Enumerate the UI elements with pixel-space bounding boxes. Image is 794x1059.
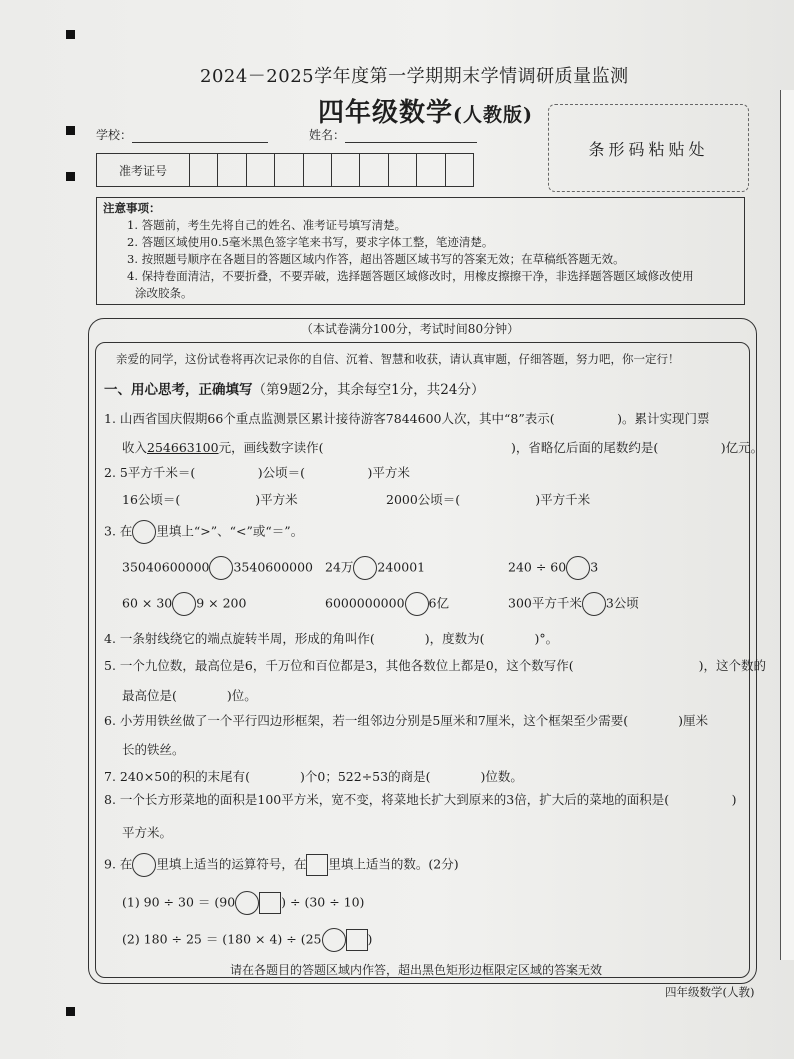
question-5-line2: 最高位是( )位。 (122, 688, 257, 703)
compare-item: 300平方千米 3公顷 (508, 592, 639, 616)
compare-item: 35040600000 3540600000 (122, 556, 313, 580)
question-6-line1: 6. 小芳用铁丝做了一个平行四边形框架，若一组邻边分别是5厘米和7厘米，这个框架至少需要( )厘米 (104, 713, 709, 728)
notice-item: 涂改胶条。 (135, 286, 193, 300)
name-field[interactable]: 姓名： (309, 126, 477, 143)
compare-circle[interactable] (566, 556, 590, 580)
compare-circle[interactable] (132, 520, 156, 544)
position-mark (66, 126, 75, 135)
question-5-line1: 5. 一个九位数，最高位是6，千万位和百位都是3，其他各数位上都是0，这个数写作( )，这个数的 (104, 658, 767, 673)
question-9-part2: (2) 180 ÷ 25 ＝ (180 × 4) ÷ (25 ) (122, 928, 372, 952)
exam-id-grid[interactable] (96, 153, 474, 187)
question-2b: 16公顷＝( )平方米 (122, 492, 298, 507)
operator-circle[interactable] (322, 928, 346, 952)
notice-item: 3. 按照题号顺序在各题目的答题区域内作答，超出答题区域书写的答案无效；在草稿纸答题无效。 (127, 252, 625, 266)
question-4: 4. 一条射线绕它的端点旋转半周，形成的角叫作( )，度数为( )°。 (104, 631, 559, 646)
school-field[interactable]: 学校： (96, 126, 268, 143)
question-9-part1: (1) 90 ÷ 30 ＝ (90 ) ÷ (30 ÷ 10) (122, 891, 364, 915)
position-mark (66, 1007, 75, 1016)
greeting: 亲爱的同学，这份试卷将再次记录你的自信、沉着、智慧和收获，请认真审题，仔细答题，努力吧，你一定行！ (116, 352, 680, 366)
number-box[interactable] (259, 892, 281, 914)
operator-circle[interactable] (132, 853, 156, 877)
compare-item: 6000000000 6亿 (325, 592, 449, 616)
next-page-edge (780, 90, 794, 960)
notice-box (96, 197, 745, 305)
exam-title: 2024－2025学年度第一学期期末学情调研质量监测 (200, 66, 629, 87)
notice-item: 2. 答题区域使用0.5毫米黑色签字笔来书写，要求字体工整，笔迹清楚。 (127, 235, 494, 249)
question-3: 3. 在 里填上“>”、“<”或“＝”。 (104, 520, 303, 544)
compare-circle[interactable] (209, 556, 233, 580)
notice-item: 4. 保持卷面清洁，不要折叠，不要弄破，选择题答题区域修改时，用橡皮擦擦干净，非选择题答题区域修改使用 (127, 269, 694, 283)
answer-area-warning: 请在各题目的答题区域内作答，超出黑色矩形边框限定区域的答案无效 (230, 963, 603, 977)
question-1-line1: 1. 山西省国庆假期66个重点监测景区累计接待游客7844600人次，其中“8”表示( )。累计实现门票 (104, 411, 710, 426)
question-8-line1: 8. 一个长方形菜地的面积是100平方米，宽不变，将菜地长扩大到原来的3倍，扩大后的菜地的面积是( ) (104, 792, 737, 807)
compare-circle[interactable] (172, 592, 196, 616)
notice-item: 1. 答题前，考生先将自己的姓名、准考证号填写清楚。 (127, 218, 407, 232)
question-9: 9. 在 里填上适当的运算符号，在 里填上适当的数。(2分) (104, 853, 459, 877)
question-2a: 2. 5平方千米＝( )公顷＝( )平方米 (104, 465, 410, 480)
exam-id-label: 准考证号 (97, 154, 190, 186)
compare-circle[interactable] (405, 592, 429, 616)
section-title: 一、用心思考，正确填写（第9题2分，其余每空1分，共24分） (104, 382, 485, 398)
position-mark (66, 30, 75, 39)
question-1-line2: 收入254663100元，画线数字读作( )，省略亿后面的尾数约是( )亿元。 (122, 440, 764, 455)
question-8-line2: 平方米。 (122, 825, 173, 840)
exam-info: （本试卷满分100分，考试时间80分钟） (300, 322, 520, 336)
subject-title: 四年级数学(人教版) (318, 98, 533, 128)
compare-item: 240 ÷ 60 3 (508, 556, 598, 580)
position-mark (66, 172, 75, 181)
compare-circle[interactable] (582, 592, 606, 616)
page-footer: 四年级数学(人教) (665, 985, 755, 999)
notice-title: 注意事项： (103, 201, 161, 215)
number-box[interactable] (346, 929, 368, 951)
question-2c: 2000公顷＝( )平方千米 (386, 492, 591, 507)
number-box[interactable] (306, 854, 328, 876)
operator-circle[interactable] (235, 891, 259, 915)
compare-item: 60 × 30 9 × 200 (122, 592, 246, 616)
barcode-area: 条形码粘贴处 (548, 104, 749, 192)
compare-circle[interactable] (353, 556, 377, 580)
compare-item: 24万 240001 (325, 556, 425, 580)
question-7: 7. 240×50的积的末尾有( )个0；522÷53的商是( )位数。 (104, 769, 523, 784)
question-6-line2: 长的铁丝。 (122, 742, 185, 757)
